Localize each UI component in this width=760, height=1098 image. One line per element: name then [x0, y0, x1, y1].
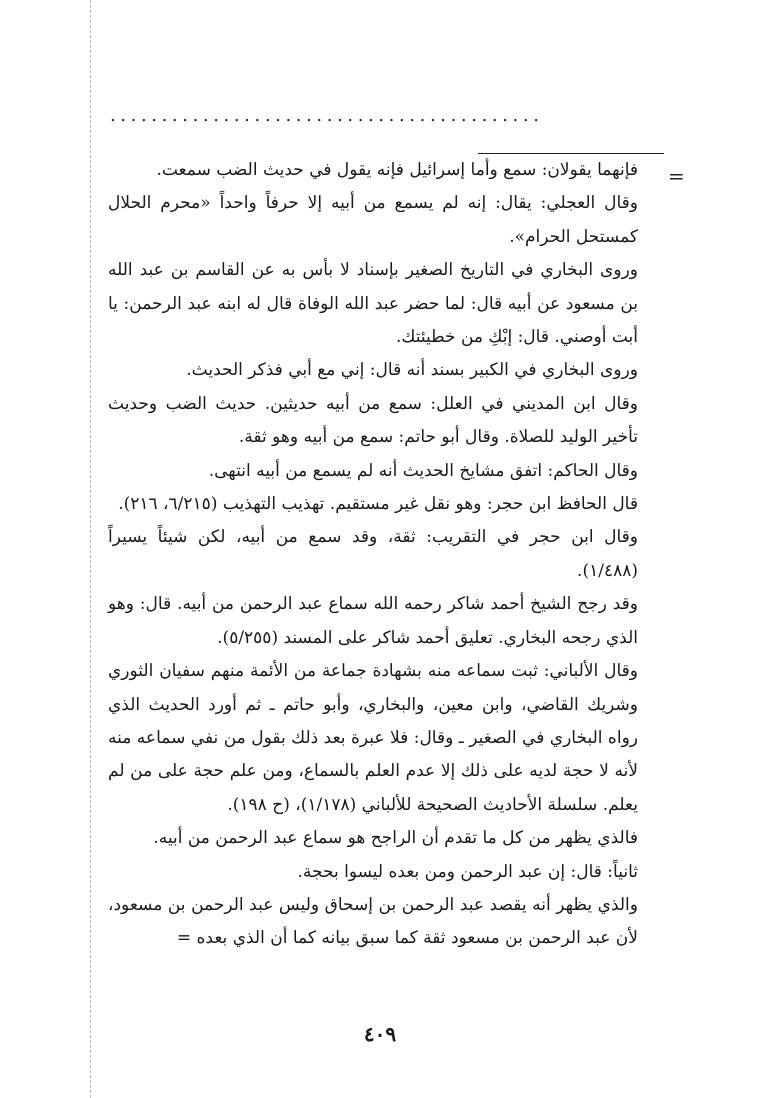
- page-number: ٤٠٩: [363, 1022, 397, 1046]
- paragraph: وقال ابن المديني في العلل: سمع من أبيه حديثين. حديث الضب وحديث تأخير الوليد للصلاة. وقال أبو حاتم: سمع من أبيه وهو ثقة.: [108, 393, 638, 448]
- paragraph: وروى البخاري في التاريخ الصغير بإسناد لا بأس به عن القاسم بن عبد الله بن مسعود عن أبيه قال: لما حضر عبد الله الوفاة قال له ابنه عبد الرحمن: يا أبت أوصني. قال: إبْكِ من خطيئتك.: [108, 260, 638, 348]
- paragraph: فإنهما يقولان: سمع وأما إسرائيل فإنه يقول في حديث الضب سمعت.: [156, 160, 638, 180]
- paragraph: وقال العجلي: يقال: إنه لم يسمع من أبيه إلا حرفاً واحداً «محرم الحلال كمستحل الحرام».: [108, 193, 638, 247]
- footnote-text: [108, 154, 638, 956]
- paragraph: وروى البخاري في الكبير بسند أنه قال: إني مع أبي فذكر الحديث.: [186, 360, 638, 381]
- paragraph: وقال الحاكم: اتفق مشايخ الحديث أنه لم يسمع من أبيه انتهى.: [208, 460, 638, 481]
- paragraph: قال الحافظ ابن حجر: وهو نقل غير مستقيم. تهذيب التهذيب (٦/٢١٥، ٢١٦).: [118, 494, 638, 515]
- paragraph: ثانياً: قال: إن عبد الرحمن ومن بعده ليسوا بحجة.: [297, 861, 638, 882]
- paragraph: وقال الألباني: ثبت سماعه منه بشهادة جماعة من الأئمة منهم سفيان الثوري وشريك القاضي، وابن معين، والبخاري، وأبو حاتم ـ ثم أورد الحديث الذي رواه البخاري في الصغير ـ وقال: فلا عبرة بعد ذلك بقول من نفي سماعه منه لأنه لا حجة لديه على ذلك إلا عدم العلم بالسماع، ومن علم حجة على من لم يعلم. سلسلة الأحاديث الصحيحة للألباني (١/١٧٨)، (ح ١٩٨).: [108, 661, 638, 815]
- continuation-mark-top: =: [668, 164, 685, 188]
- dot-leader: ..........................................: [110, 106, 544, 126]
- paragraph: والذي يظهر أنه يقصد عبد الرحمن بن إسحاق وليس عبد الرحمن بن مسعود، لأن عبد الرحمن بن مسعود ثقة كما سبق بيانه كما أن الذي بعده =: [108, 894, 638, 949]
- paragraph: وقد رجح الشيخ أحمد شاكر رحمه الله سماع عبد الرحمن من أبيه. قال: وهو الذي رجحه البخاري. تعليق أحمد شاكر على المسند (٥/٢٥٥).: [108, 594, 638, 648]
- paragraph: فالذي يظهر من كل ما تقدم أن الراجح هو سماع عبد الرحمن من أبيه.: [153, 828, 638, 849]
- paragraph: وقال ابن حجر في التقريب: ثقة، وقد سمع من أبيه، لكن شيئاً يسيراً (١/٤٨٨).: [108, 527, 638, 581]
- page-edge-line: [90, 0, 91, 1098]
